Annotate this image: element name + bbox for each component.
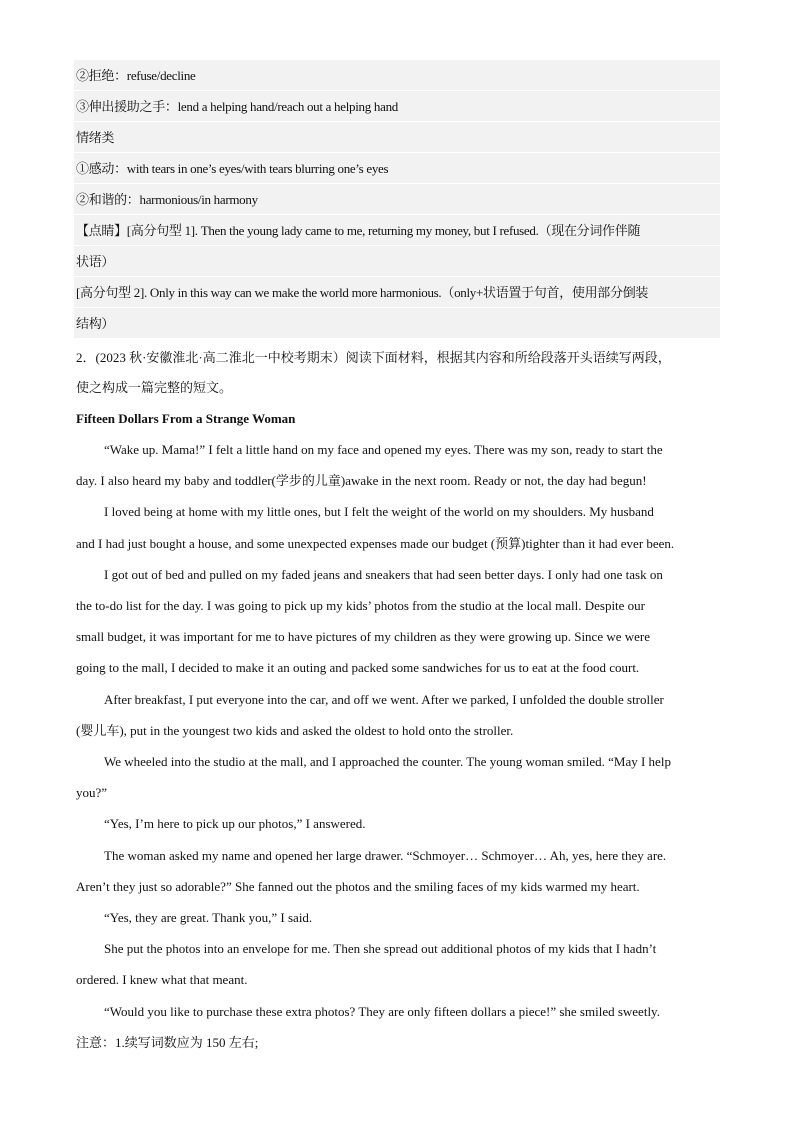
story-line: you?”	[76, 785, 108, 800]
story-line: I got out of bed and pulled on my faded jeans and sneakers that had seen better days. I only had one task on	[104, 567, 663, 582]
story-line: We wheeled into the studio at the mall, and I approached the counter. The young woman smiled. “May I help	[104, 754, 671, 769]
story-line: “Wake up. Mama!” I felt a little hand on my face and opened my eyes. There was my son, ready to start the	[104, 442, 663, 457]
story-line: day. I also heard my baby and toddler(学步的儿童)awake in the next room. Ready or not, the day had begun!	[76, 473, 647, 488]
story-line: small budget, it was important for me to have pictures of my children as they were growing up. Since we were	[76, 629, 651, 644]
story-line: After breakfast, I put everyone into the car, and off we went. After we parked, I unfolded the double stroller	[104, 692, 664, 707]
story-line: the to-do list for the day. I was going to pick up my kids’ photos from the studio at the local mall. Despite our	[76, 598, 646, 613]
story-line: (婴儿车), put in the youngest two kids and asked the oldest to hold onto the stroller.	[76, 723, 514, 738]
answer-row: ③伸出援助之手：lend a helping hand/reach out a helping hand	[74, 91, 720, 122]
answer-row: 状语）	[74, 246, 720, 277]
story-line: “Yes, I’m here to pick up our photos,” I answered.	[104, 816, 366, 831]
answer-row: 结构）	[74, 308, 720, 339]
question-line: 2．(2023 秋·安徽淮北·高二淮北一中校考期末）阅读下面材料，根据其内容和所给段落开头语续写两段，	[76, 350, 671, 365]
story-title: Fifteen Dollars From a Strange Woman	[76, 411, 296, 426]
story-line: Aren’t they just so adorable?” She fanned out the photos and the smiling faces of my kids warmed my heart.	[76, 879, 640, 894]
answer-row: ②拒绝：refuse/decline	[74, 60, 720, 91]
story-line: going to the mall, I decided to make it an outing and packed some sandwiches for us to eat at the food court.	[76, 660, 640, 675]
answer-row: [高分句型 2]. Only in this way can we make the world more harmonious.（only+状语置于句首，使用部分倒装	[74, 277, 720, 308]
answer-block	[74, 60, 720, 339]
answer-row: ①感动：with tears in one’s eyes/with tears blurring one’s eyes	[74, 153, 720, 184]
story-line: “Would you like to purchase these extra photos? They are only fifteen dollars a piece!” she smiled sweetly.	[104, 1004, 660, 1019]
answer-row: 情绪类	[74, 122, 720, 153]
note-line: 注意：1.续写词数应为 150 左右;	[76, 1035, 259, 1050]
story-line: ordered. I knew what that meant.	[76, 972, 248, 987]
story-line: She put the photos into an envelope for me. Then she spread out additional photos of my kids that I hadn’t	[104, 941, 657, 956]
story-line: and I had just bought a house, and some unexpected expenses made our budget (预算)tighter than it had ever been.	[76, 536, 675, 551]
question-line: 使之构成一篇完整的短文。	[76, 380, 233, 395]
answer-row: 【点睛】[高分句型 1]. Then the young lady came to me, returning my money, but I refused.（现在分词作伴随	[74, 215, 720, 246]
story-line: “Yes, they are great. Thank you,” I said.	[104, 910, 313, 925]
story-line: The woman asked my name and opened her large drawer. “Schmoyer… Schmoyer… Ah, yes, here they are.	[104, 848, 667, 863]
answer-row: ②和谐的：harmonious/in harmony	[74, 184, 720, 215]
story-line: I loved being at home with my little ones, but I felt the weight of the world on my shoulders. My husband	[104, 504, 654, 519]
